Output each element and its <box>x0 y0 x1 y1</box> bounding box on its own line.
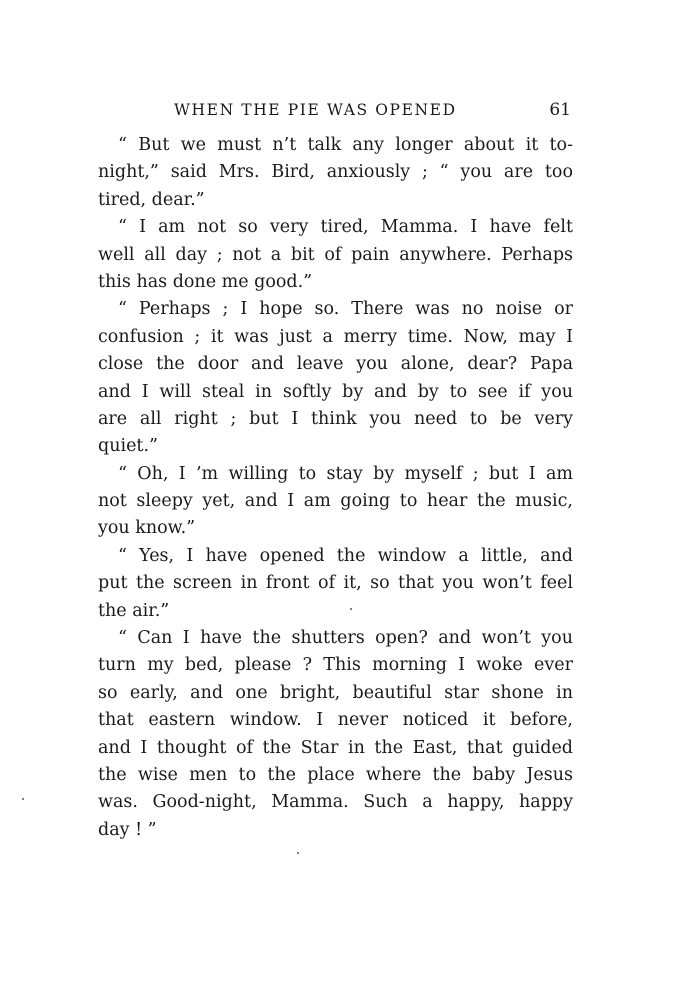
text-line: well all day ; not a bit of pain anywhere. Perhaps <box>98 244 573 265</box>
text-line: are all right ; but I think you need to be very <box>98 408 573 429</box>
text-line: the air.” <box>98 600 170 621</box>
paper-speck <box>22 798 24 800</box>
paper-speck <box>350 608 352 610</box>
text-line: quiet.” <box>98 436 158 457</box>
text-line: this has done me good.” <box>98 271 313 292</box>
text-line: “ I am not so very tired, Mamma. I have felt <box>118 217 573 238</box>
text-line: “ But we must n’t talk any longer about it to- <box>118 135 573 155</box>
page-number: 61 <box>549 100 571 120</box>
text-line: was. Good-night, Mamma. Such a happy, happy <box>98 792 573 813</box>
text-line: and I thought of the Star in the East, that guided <box>98 737 573 758</box>
book-page <box>98 96 573 844</box>
text-line: confusion ; it was just a merry time. Now, may I <box>98 326 573 347</box>
text-line: “ Oh, I ’m willing to stay by myself ; but I am <box>118 463 573 484</box>
text-line: not sleepy yet, and I am going to hear the music, <box>98 491 573 512</box>
text-line: “ Yes, I have opened the window a little, and <box>118 545 573 566</box>
text-line: day ! ” <box>98 819 157 840</box>
text-line: you know.” <box>98 518 196 539</box>
text-line: the wise men to the place where the baby Jesus <box>98 764 573 785</box>
text-line: and I will steal in softly by and by to see if you <box>98 381 573 402</box>
text-line: close the door and leave you alone, dear? Papa <box>98 354 573 375</box>
text-line: put the screen in front of it, so that you won’t feel <box>98 573 573 594</box>
text-line: “ Perhaps ; I hope so. There was no noise or <box>118 299 573 320</box>
paper-speck <box>297 852 299 854</box>
body-text <box>98 132 573 844</box>
text-line: “ Can I have the shutters open? and won’t you <box>118 628 573 649</box>
text-line: turn my bed, please ? This morning I woke ever <box>98 655 573 676</box>
running-title: WHEN THE PIE WAS OPENED <box>174 101 457 119</box>
text-line: so early, and one bright, beautiful star shone in <box>98 682 573 703</box>
text-line: that eastern window. I never noticed it before, <box>98 710 573 731</box>
text-line: night,” said Mrs. Bird, anxiously ; “ you are too <box>98 162 573 183</box>
text-line: tired, dear.” <box>98 189 205 210</box>
running-head <box>98 96 573 126</box>
